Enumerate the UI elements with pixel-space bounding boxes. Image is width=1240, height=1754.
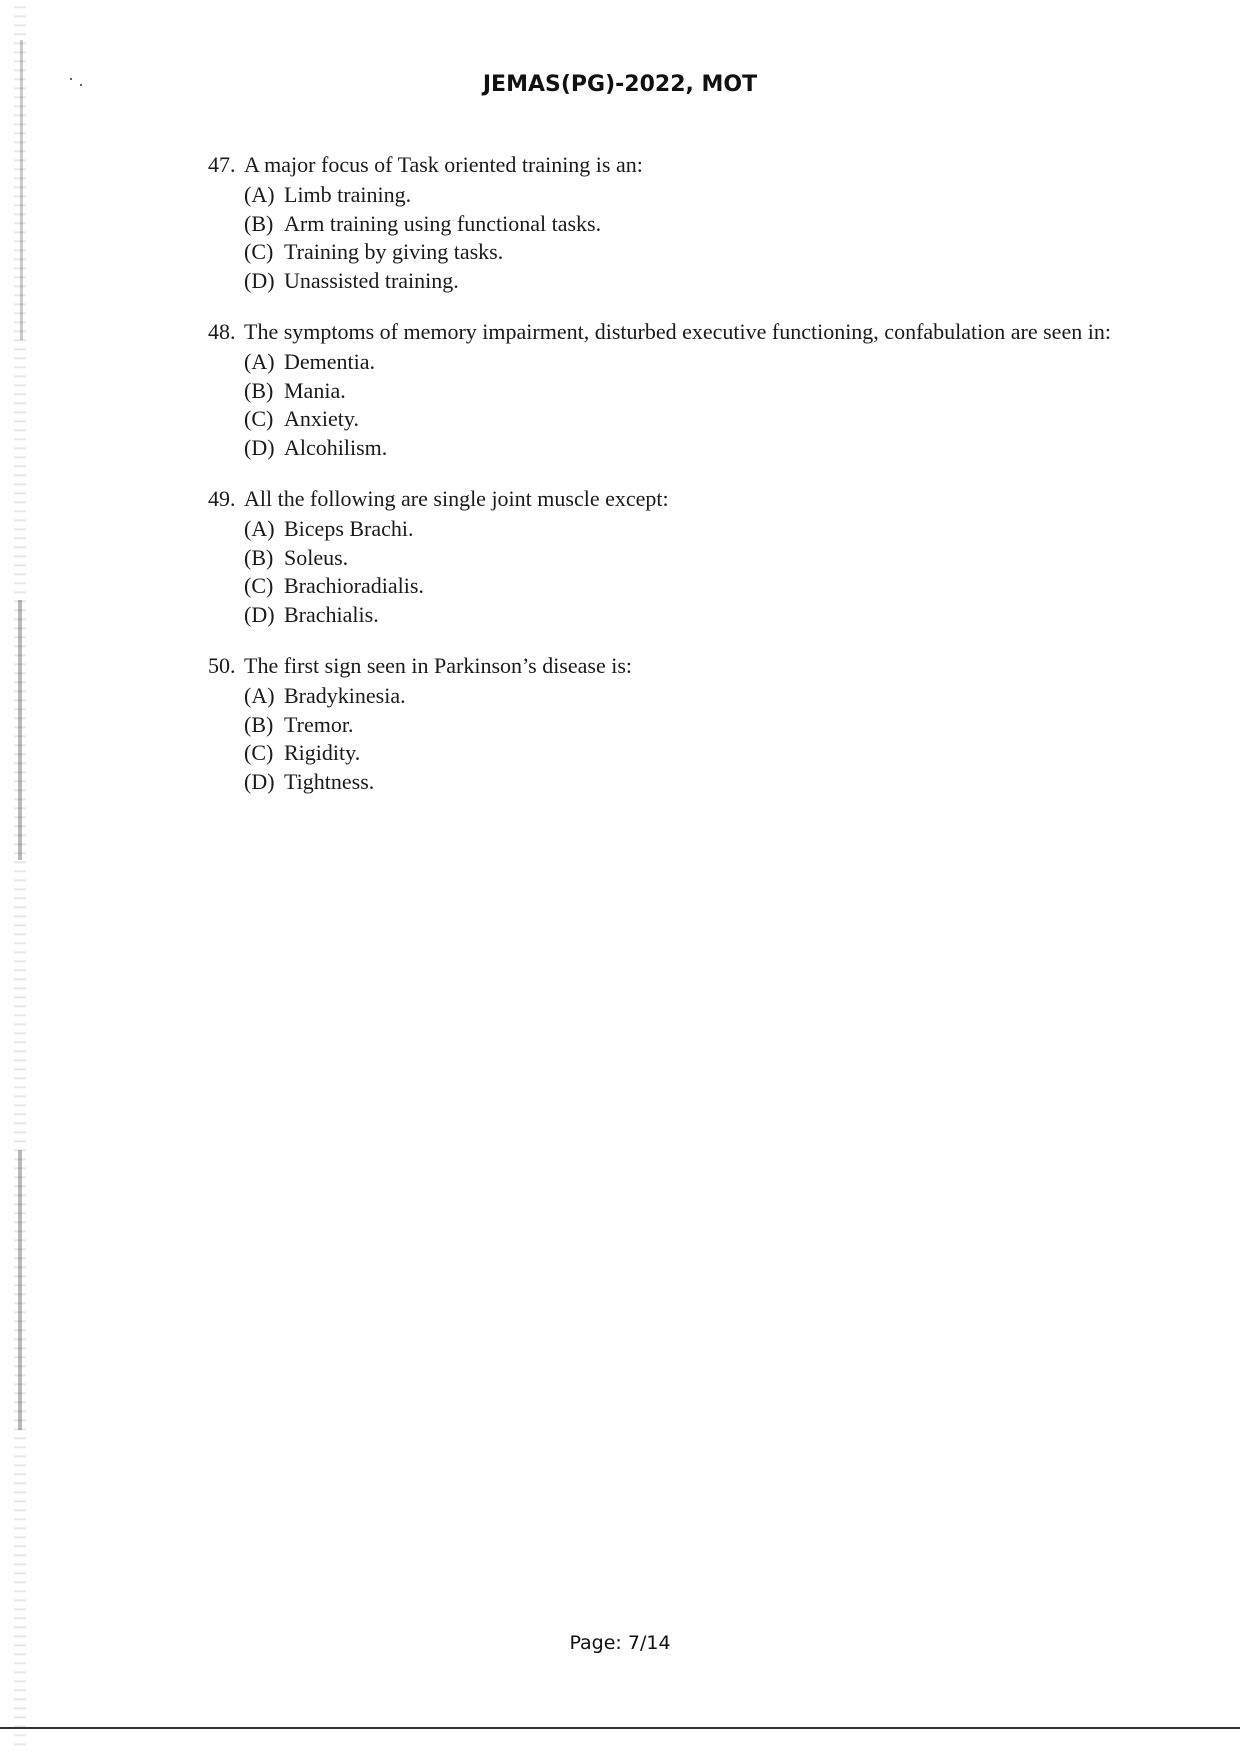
option-b — [244, 711, 1138, 740]
option-a — [244, 515, 1138, 544]
option-letter: (B) — [244, 377, 274, 403]
option-d — [244, 601, 1138, 630]
option-text: Training by giving tasks. — [284, 239, 504, 264]
option-text: Rigidity. — [284, 740, 361, 765]
question-number: 49. — [208, 486, 236, 511]
bottom-divider — [0, 1727, 1240, 1729]
option-a — [244, 181, 1138, 210]
option-text: Mania. — [284, 377, 346, 403]
question-text: A major focus of Task oriented training is an: — [244, 152, 643, 177]
question-stem — [208, 651, 1138, 680]
scan-edge-artifact — [18, 1150, 22, 1430]
question-number: 50. — [208, 653, 236, 678]
option-a — [244, 348, 1138, 377]
question-text: The first sign seen in Parkinson’s disease is: — [244, 653, 633, 678]
option-text: Dementia. — [284, 349, 376, 374]
question-text: All the following are single joint muscle except: — [244, 486, 669, 511]
option-letter: (B) — [244, 711, 274, 737]
option-text: Soleus. — [284, 544, 349, 570]
option-letter: (A) — [244, 683, 275, 708]
question-text: The symptoms of memory impairment, disturbed executive functioning, confabulation are seen in: — [244, 319, 1111, 344]
option-text: Bradykinesia. — [284, 683, 406, 708]
option-c — [244, 572, 1138, 601]
option-letter: (A) — [244, 349, 275, 374]
question-item — [208, 484, 1138, 629]
option-letter: (C) — [244, 573, 274, 598]
option-letter: (A) — [244, 516, 275, 541]
option-letter: (B) — [244, 210, 274, 236]
option-text: Brachialis. — [284, 601, 379, 627]
option-b — [244, 377, 1138, 406]
scan-edge-artifact — [18, 600, 22, 860]
option-a — [244, 682, 1138, 711]
question-number: 47. — [208, 152, 236, 177]
option-letter: (D) — [244, 434, 275, 460]
option-c — [244, 238, 1138, 267]
option-letter: (C) — [244, 406, 274, 431]
question-stem — [208, 317, 1138, 346]
option-text: Alcohilism. — [284, 434, 388, 460]
option-text: Anxiety. — [284, 406, 359, 431]
option-text: Tremor. — [284, 711, 354, 737]
option-d — [244, 434, 1138, 463]
option-letter: (C) — [244, 740, 274, 765]
option-text: Brachioradialis. — [284, 573, 424, 598]
question-item — [208, 651, 1138, 796]
question-stem — [208, 150, 1138, 179]
option-letter: (D) — [244, 267, 275, 293]
option-text: Tightness. — [284, 768, 375, 794]
option-letter: (A) — [244, 182, 275, 207]
option-letter: (D) — [244, 768, 275, 794]
page-header: JEMAS(PG)-2022, MOT — [482, 72, 758, 97]
option-list — [244, 181, 1138, 295]
option-list — [244, 348, 1138, 462]
question-stem — [208, 484, 1138, 513]
option-list — [244, 682, 1138, 796]
option-c — [244, 739, 1138, 768]
option-letter: (D) — [244, 601, 275, 627]
option-list — [244, 515, 1138, 629]
option-letter: (C) — [244, 239, 274, 264]
question-item — [208, 317, 1138, 462]
option-letter: (B) — [244, 544, 274, 570]
option-text: Limb training. — [284, 182, 412, 207]
option-text: Biceps Brachi. — [284, 516, 414, 541]
question-item — [208, 150, 1138, 295]
option-text: Unassisted training. — [284, 267, 459, 293]
option-c — [244, 405, 1138, 434]
option-d — [244, 768, 1138, 797]
page-number: Page: 7/14 — [569, 1632, 671, 1654]
option-b — [244, 210, 1138, 239]
option-text: Arm training using functional tasks. — [284, 210, 602, 236]
option-b — [244, 544, 1138, 573]
option-d — [244, 267, 1138, 296]
question-number: 48. — [208, 319, 236, 344]
question-list — [208, 150, 1138, 818]
